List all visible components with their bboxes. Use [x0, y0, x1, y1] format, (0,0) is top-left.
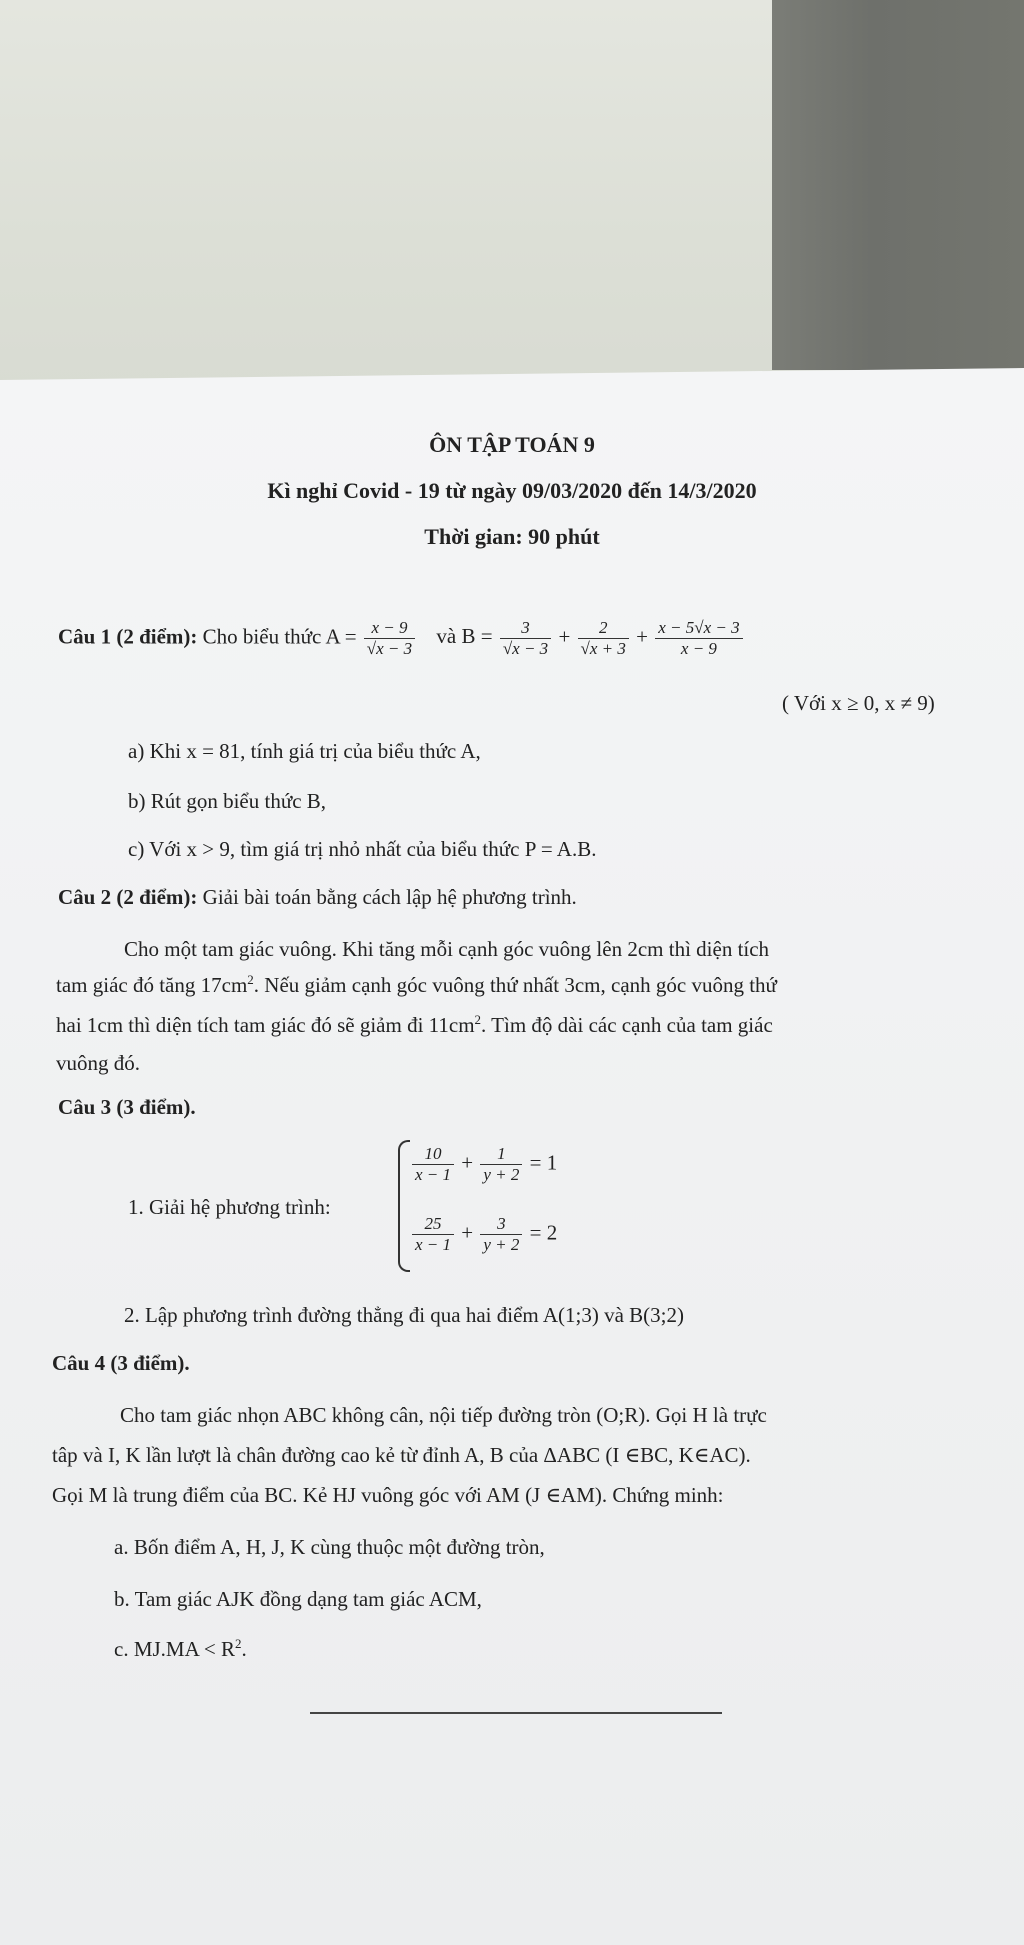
q2-header: [58, 884, 577, 910]
q2-intro: Giải bài toán bằng cách lập hệ phương trình.: [202, 885, 577, 909]
q4-part-b: b. Tam giác AJK đồng dạng tam giác ACM,: [114, 1587, 482, 1611]
q1-header: Câu 1 (2 điểm): Cho biểu thức A = $\frac{x - 9}{√x - 3}$ và B = $\frac{3}{√x - 3}$ + $\frac{2}{√x + 3}$ + $\frac{x - 5√x - 3}{x - 9}$: [58, 618, 745, 659]
doc-time: Thời gian: 90 phút: [424, 524, 600, 549]
expr-b-term1: $\frac{3}{√x - 3}$: [500, 618, 551, 659]
background-shadow: [772, 0, 1024, 370]
q1-and-b: và B =: [436, 624, 493, 649]
system-eq-1: $\frac{10}{x - 1}$ + $\frac{1}{y + 2}$ = 1: [410, 1144, 557, 1185]
q2-line-2: tam giác đó tăng $17cm^2$. Nếu giảm cạnh góc vuông thứ nhất 3cm, cạnh góc vuông thứ: [56, 972, 777, 997]
q1-part-b: b) Rút gọn biểu thức B,: [128, 789, 327, 813]
system-eq-2: $\frac{25}{x - 1}$ + $\frac{3}{y + 2}$ = 2: [410, 1214, 557, 1255]
q4-label: Câu 4 (3 điểm).: [52, 1351, 190, 1375]
q1-label: Câu 1 (2 điểm):: [58, 624, 198, 649]
q4-part-a: a. Bốn điểm A, H, J, K cùng thuộc một đường tròn,: [114, 1535, 545, 1559]
system-brace: [398, 1140, 410, 1272]
q4-line-2: tâp và I, K lần lượt là chân đường cao kẻ từ đỉnh A, B của ΔABC (I ∈BC, K∈AC).: [52, 1443, 751, 1467]
q3-part-2: 2. Lập phương trình đường thẳng đi qua hai điểm A(1;3) và B(3;2): [124, 1303, 684, 1327]
q1-part-c: c) Với x > 9, tìm giá trị nhỏ nhất của biểu thức P = A.B.: [128, 837, 597, 861]
q2-label: Câu 2 (2 điểm):: [58, 885, 198, 909]
doc-title: ÔN TẬP TOÁN 9: [429, 432, 595, 457]
q1-condition: ( Với x ≥ 0, x ≠ 9): [782, 691, 935, 715]
expr-b-term2: $\frac{2}{√x + 3}$: [578, 618, 629, 659]
q2-line-4: vuông đó.: [56, 1051, 140, 1075]
q2-line-1: Cho một tam giác vuông. Khi tăng mỗi cạnh góc vuông lên 2cm thì diện tích: [124, 937, 770, 961]
doc-subtitle: Kì nghỉ Covid - 19 từ ngày 09/03/2020 đến 14/3/2020: [267, 478, 757, 503]
q3-label: Câu 3 (3 điểm).: [58, 1095, 196, 1119]
expr-b-term3: $\frac{x - 5√x - 3}{x - 9}$: [655, 618, 742, 659]
q4-part-c: c. $MJ.MA < R^2$.: [114, 1636, 247, 1661]
end-rule: [310, 1712, 722, 1714]
q3-part-1: 1. Giải hệ phương trình:: [128, 1195, 331, 1219]
q2-line-3: hai 1cm thì diện tích tam giác đó sẽ giảm đi $11cm^2$. Tìm độ dài các cạnh của tam giác: [56, 1012, 773, 1037]
q1-part-a: a) Khi x = 81, tính giá trị của biểu thức A,: [128, 739, 481, 763]
expr-a-fraction: $\frac{x - 9}{√x - 3}$: [364, 618, 415, 659]
q4-line-1: Cho tam giác nhọn ABC không cân, nội tiếp đường tròn (O;R). Gọi H là trực: [120, 1403, 767, 1427]
q1-intro: Cho biểu thức A =: [202, 624, 357, 649]
q4-line-3: Gọi M là trung điểm của BC. Kẻ HJ vuông góc với AM (J ∈AM). Chứng minh:: [52, 1483, 724, 1507]
